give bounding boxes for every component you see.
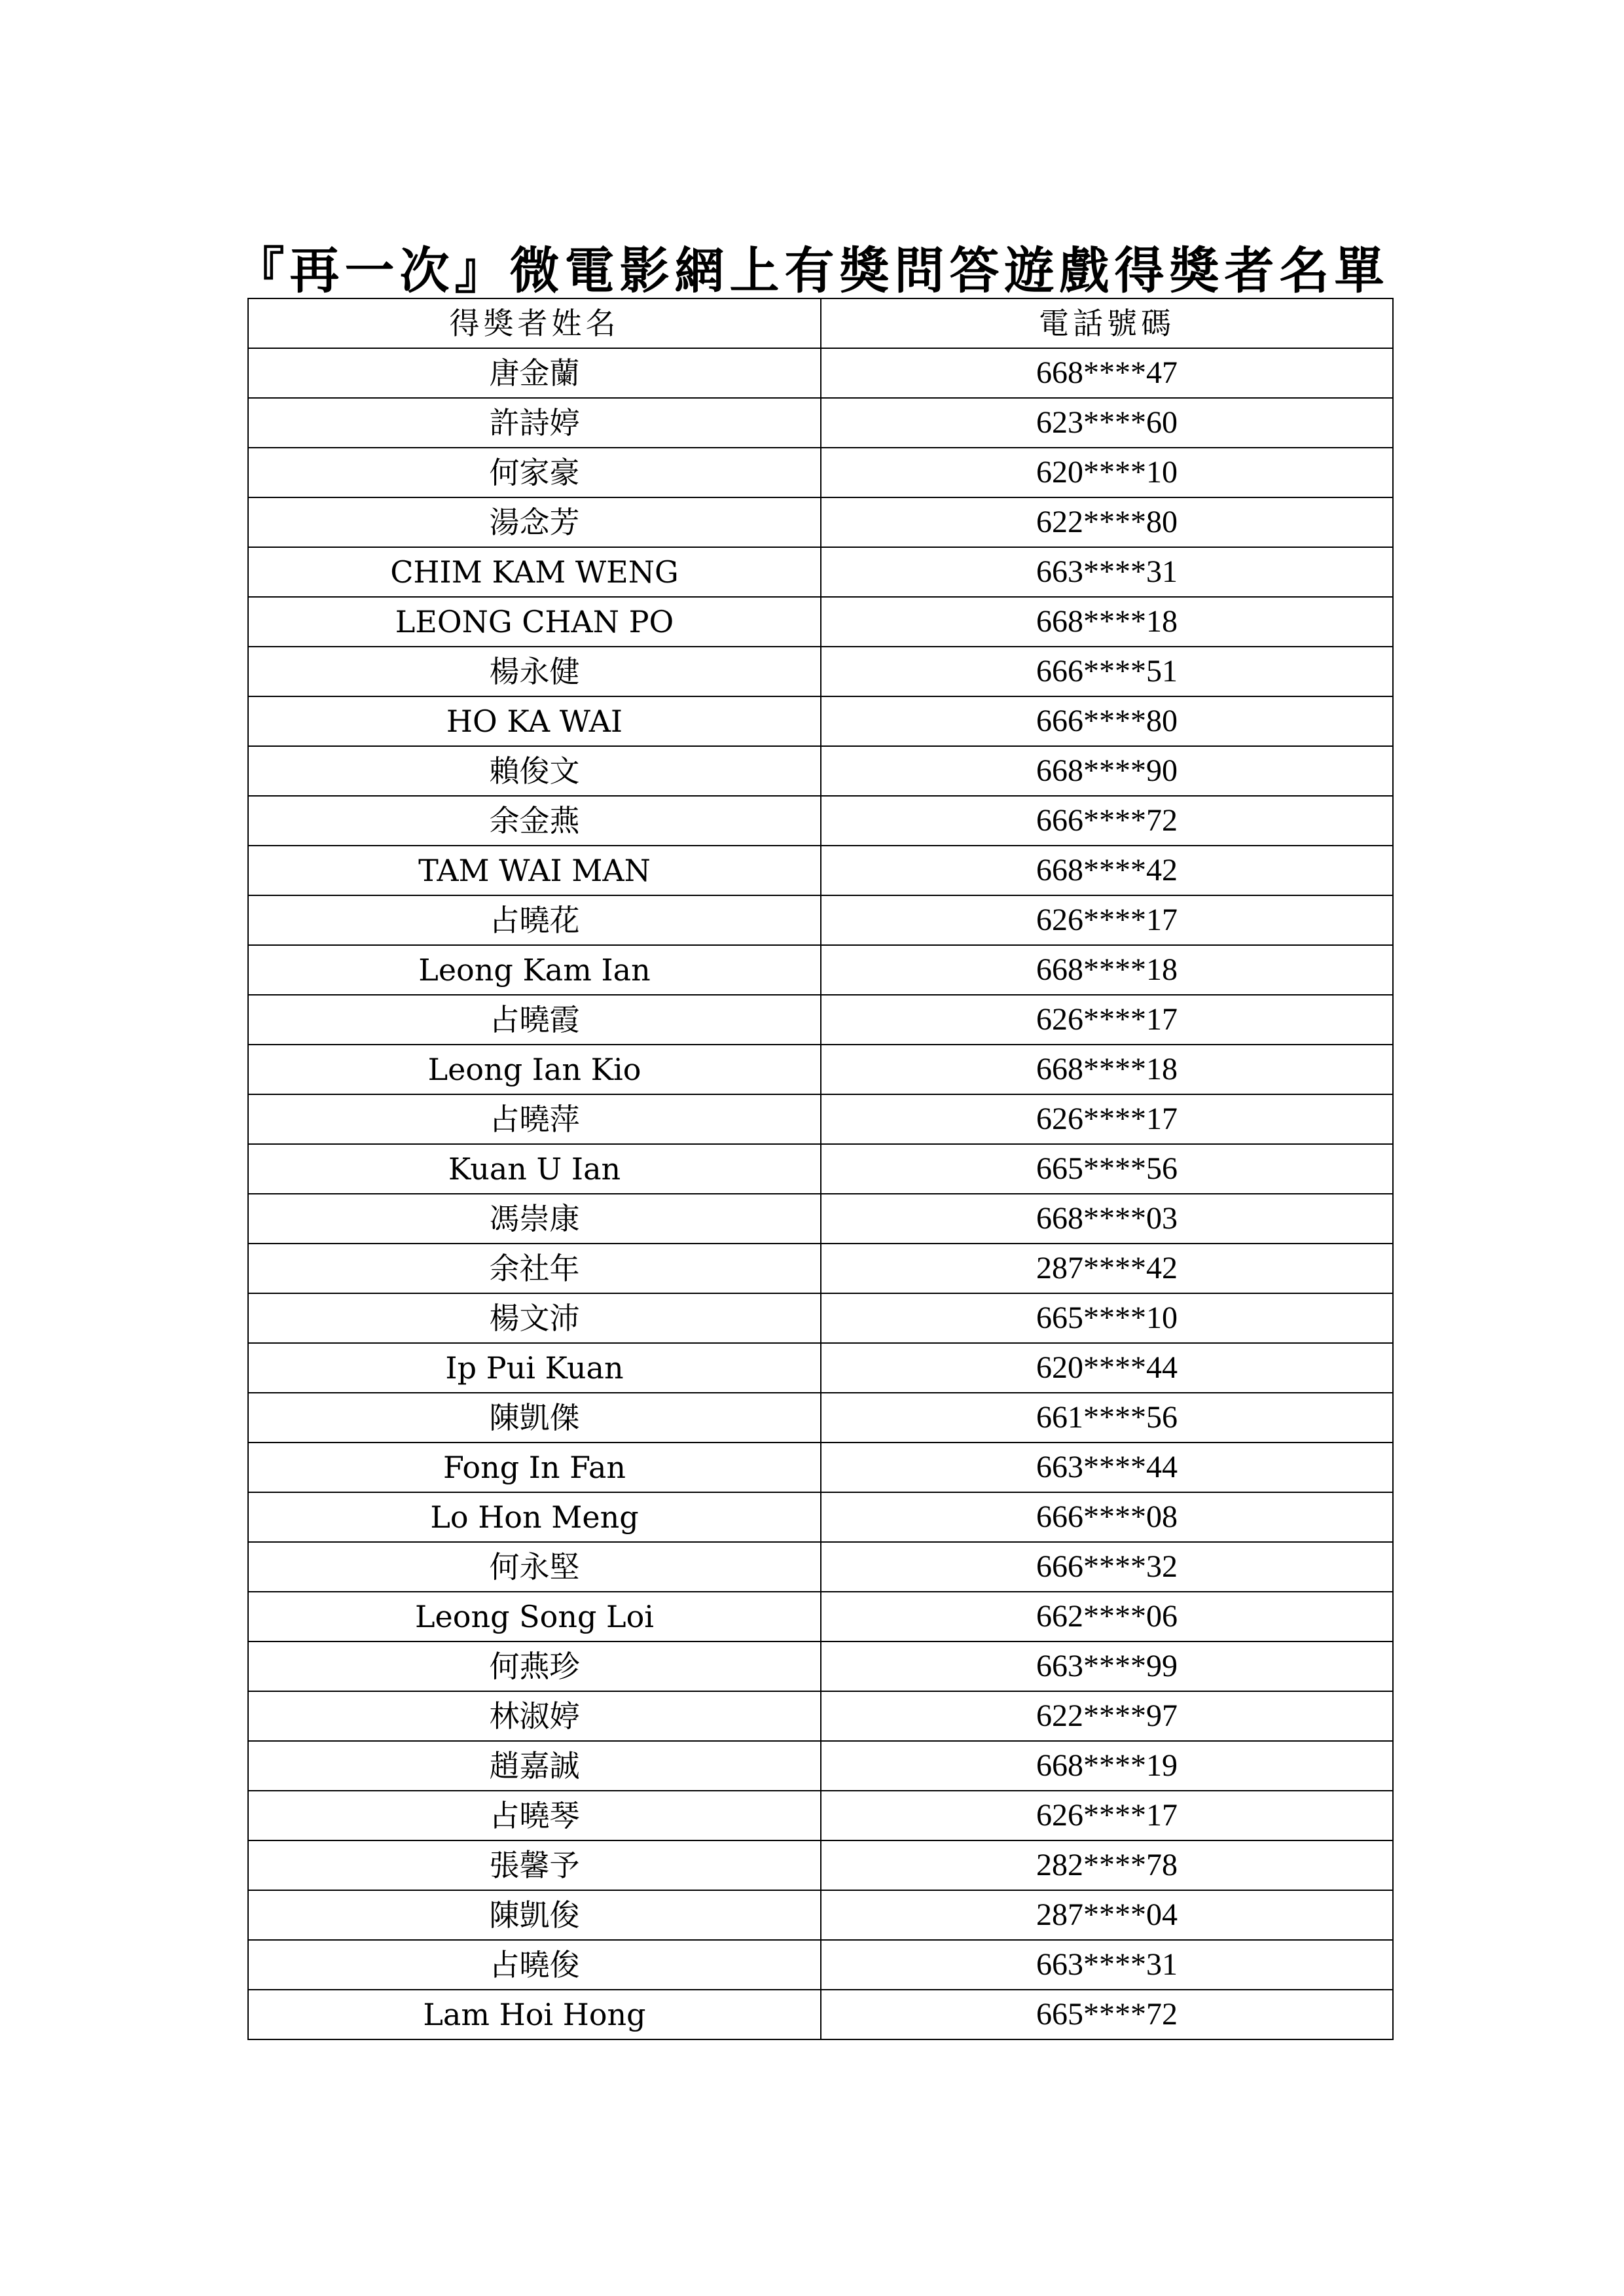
table-row — [248, 647, 1393, 696]
table-row — [248, 895, 1393, 945]
phone-number-cell: 620****10 — [821, 448, 1393, 497]
phone-number-cell: 663****31 — [821, 547, 1393, 597]
table-row — [248, 1045, 1393, 1094]
table-row — [248, 1592, 1393, 1641]
table-row — [248, 1990, 1393, 2039]
phone-number-cell: 622****97 — [821, 1691, 1393, 1741]
table-row — [248, 448, 1393, 497]
winner-name-cell: 許詩婷 — [248, 398, 821, 448]
winner-name-cell: HO KA WAI — [248, 696, 821, 746]
phone-number-cell: 665****72 — [821, 1990, 1393, 2039]
table-row — [248, 1244, 1393, 1293]
winner-name-cell: 陳凱傑 — [248, 1393, 821, 1443]
winner-name-cell: 楊永健 — [248, 647, 821, 696]
winner-name-cell: Fong In Fan — [248, 1443, 821, 1492]
winner-name-cell: 占曉花 — [248, 895, 821, 945]
table-row — [248, 1443, 1393, 1492]
table-row — [248, 1393, 1393, 1443]
phone-number-cell: 668****03 — [821, 1194, 1393, 1244]
phone-number-cell: 622****80 — [821, 497, 1393, 547]
phone-number-cell: 662****06 — [821, 1592, 1393, 1641]
winner-name-cell: 楊文沛 — [248, 1293, 821, 1343]
phone-number-cell: 666****80 — [821, 696, 1393, 746]
winner-name-cell: Lo Hon Meng — [248, 1492, 821, 1542]
table-body — [248, 348, 1393, 2039]
winner-name-cell: 余金燕 — [248, 796, 821, 846]
winner-name-cell: Lam Hoi Hong — [248, 1990, 821, 2039]
winner-name-cell: 湯念芳 — [248, 497, 821, 547]
winner-name-cell: Kuan U Ian — [248, 1144, 821, 1194]
page-title: 『再一次』微電影網上有獎問答遊戲得獎者名單 — [234, 241, 1390, 300]
winner-name-cell: 趙嘉誠 — [248, 1741, 821, 1791]
column-header-phone: 電話號碼 — [821, 298, 1393, 348]
table-row — [248, 1094, 1393, 1144]
winner-name-cell: Ip Pui Kuan — [248, 1343, 821, 1393]
winner-name-cell: 占曉霞 — [248, 995, 821, 1045]
table-row — [248, 696, 1393, 746]
phone-number-cell: 661****56 — [821, 1393, 1393, 1443]
table-row — [248, 1791, 1393, 1840]
phone-number-cell: 665****56 — [821, 1144, 1393, 1194]
phone-number-cell: 663****44 — [821, 1443, 1393, 1492]
winner-name-cell: Leong Kam Ian — [248, 945, 821, 995]
table-row — [248, 497, 1393, 547]
table-row — [248, 1343, 1393, 1393]
phone-number-cell: 668****18 — [821, 1045, 1393, 1094]
table-row — [248, 1840, 1393, 1890]
winner-name-cell: 唐金蘭 — [248, 348, 821, 398]
winner-name-cell: 占曉俊 — [248, 1940, 821, 1990]
phone-number-cell: 626****17 — [821, 1791, 1393, 1840]
phone-number-cell: 626****17 — [821, 895, 1393, 945]
winner-name-cell: 何家豪 — [248, 448, 821, 497]
table-row — [248, 1741, 1393, 1791]
table-row — [248, 796, 1393, 846]
winner-name-cell: 何永堅 — [248, 1542, 821, 1592]
winner-name-cell: 賴俊文 — [248, 746, 821, 796]
winner-name-cell: 陳凱俊 — [248, 1890, 821, 1940]
phone-number-cell: 666****51 — [821, 647, 1393, 696]
table-row — [248, 348, 1393, 398]
table-row — [248, 1542, 1393, 1592]
table-row — [248, 1641, 1393, 1691]
phone-number-cell: 666****72 — [821, 796, 1393, 846]
table-row — [248, 746, 1393, 796]
table-row — [248, 1144, 1393, 1194]
phone-number-cell: 282****78 — [821, 1840, 1393, 1890]
phone-number-cell: 666****08 — [821, 1492, 1393, 1542]
phone-number-cell: 668****19 — [821, 1741, 1393, 1791]
phone-number-cell: 666****32 — [821, 1542, 1393, 1592]
table-row — [248, 945, 1393, 995]
phone-number-cell: 287****04 — [821, 1890, 1393, 1940]
winner-name-cell: 張馨予 — [248, 1840, 821, 1890]
winner-name-cell: 余社年 — [248, 1244, 821, 1293]
table-row — [248, 1194, 1393, 1244]
phone-number-cell: 626****17 — [821, 995, 1393, 1045]
phone-number-cell: 668****47 — [821, 348, 1393, 398]
table-row — [248, 1940, 1393, 1990]
winner-name-cell: 占曉琴 — [248, 1791, 821, 1840]
phone-number-cell: 620****44 — [821, 1343, 1393, 1393]
phone-number-cell: 663****99 — [821, 1641, 1393, 1691]
phone-number-cell: 665****10 — [821, 1293, 1393, 1343]
phone-number-cell: 663****31 — [821, 1940, 1393, 1990]
table-row — [248, 1492, 1393, 1542]
winner-name-cell: Leong Ian Kio — [248, 1045, 821, 1094]
phone-number-cell: 668****18 — [821, 945, 1393, 995]
winner-name-cell: 何燕珍 — [248, 1641, 821, 1691]
phone-number-cell: 668****90 — [821, 746, 1393, 796]
winner-name-cell: 林淑婷 — [248, 1691, 821, 1741]
table-row — [248, 547, 1393, 597]
winner-name-cell: CHIM KAM WENG — [248, 547, 821, 597]
phone-number-cell: 668****18 — [821, 597, 1393, 647]
winner-name-cell: 占曉萍 — [248, 1094, 821, 1144]
winner-name-cell: TAM WAI MAN — [248, 846, 821, 895]
column-header-name: 得獎者姓名 — [248, 298, 821, 348]
table-row — [248, 1890, 1393, 1940]
phone-number-cell: 287****42 — [821, 1244, 1393, 1293]
table-row — [248, 846, 1393, 895]
table-header-row — [248, 298, 1393, 348]
phone-number-cell: 668****42 — [821, 846, 1393, 895]
table-row — [248, 1293, 1393, 1343]
phone-number-cell: 626****17 — [821, 1094, 1393, 1144]
winners-table — [247, 298, 1394, 2040]
table-row — [248, 398, 1393, 448]
table-row — [248, 1691, 1393, 1741]
winner-name-cell: LEONG CHAN PO — [248, 597, 821, 647]
winner-name-cell: Leong Song Loi — [248, 1592, 821, 1641]
table-row — [248, 597, 1393, 647]
phone-number-cell: 623****60 — [821, 398, 1393, 448]
winner-name-cell: 馮崇康 — [248, 1194, 821, 1244]
table-row — [248, 995, 1393, 1045]
